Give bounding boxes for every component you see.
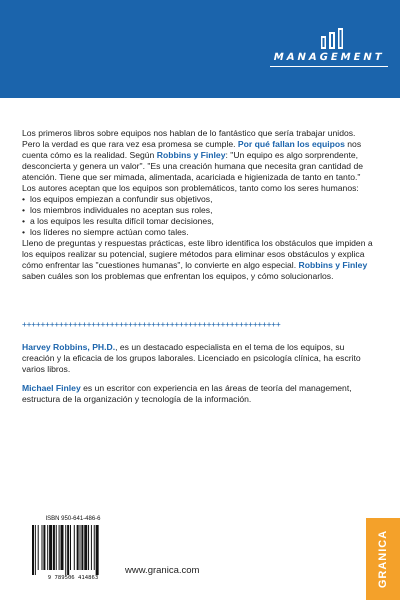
back-cover-blurb bbox=[22, 128, 374, 282]
author-names: Robbins y Finley bbox=[156, 150, 226, 160]
barcode-bar bbox=[43, 525, 45, 570]
barcode-graphic bbox=[28, 525, 118, 575]
blurb-paragraph-2: Los autores aceptan que los equipos son problemáticos, tanto como los seres humanos: bbox=[22, 183, 359, 193]
author-bio: Harvey Robbins, PH.D., es un destacado especialista en el tema de los equipos, su creación y la eficacia de los grupos laborales. Licenciado en psicología clínica, ha escrito varios libros. bbox=[22, 342, 361, 374]
barcode-bar bbox=[91, 525, 92, 570]
barcode-bar bbox=[61, 525, 64, 570]
barcode-digits: 9 789506 414863 bbox=[47, 575, 99, 581]
author-names: Robbins y Finley bbox=[298, 260, 368, 270]
barcode-bar bbox=[32, 525, 34, 575]
management-series-logo bbox=[270, 28, 388, 72]
plus-divider: ++++++++++++++++++++++++++++++++++++++++++++++++++++++++ bbox=[22, 320, 281, 329]
barcode-bar bbox=[70, 525, 71, 570]
top-blue-band bbox=[0, 0, 400, 98]
barcode-bar bbox=[56, 525, 57, 570]
list-item: • los líderes no siempre actúan como tales. bbox=[22, 227, 374, 238]
list-item: • los miembros individuales no aceptan sus roles, bbox=[22, 205, 374, 216]
barcode-bar bbox=[59, 525, 60, 570]
barcode-bar bbox=[65, 525, 66, 575]
barcode-bar bbox=[77, 525, 79, 570]
list-item: • los equipos empiezan a confundir sus objetivos, bbox=[22, 194, 374, 205]
barcode-bar bbox=[80, 525, 81, 570]
barcode-bar bbox=[47, 525, 48, 570]
author-name: Michael Finley bbox=[22, 383, 81, 393]
publisher-tab bbox=[366, 518, 400, 600]
barcode-bar bbox=[74, 525, 75, 570]
barcode-bar bbox=[81, 525, 83, 570]
problem-list bbox=[22, 194, 374, 238]
author-name: Harvey Robbins, PH.D. bbox=[22, 342, 116, 352]
barcode-bar bbox=[94, 525, 95, 570]
barcode-bar bbox=[53, 525, 55, 570]
building-columns-icon bbox=[320, 28, 344, 50]
publisher-name: GRANICA bbox=[377, 529, 389, 589]
barcode-bar bbox=[42, 525, 43, 570]
blurb-paragraph-1: Los primeros libros sobre equipos nos hablan de lo fantástico que sería trabajar unidos. Pero la verdad es que rara vez esa promesa se cumple. Por qué fallan los equipos nos cuenta cómo es la realidad. Según Robbins y Finley: "Un equipo es algo sorprendente, desconcierta y genera un valor". "Es una creación humana que necesita gran cantidad de atención. Tiene que ser mimada, alimentada, acariciada e higienizada de tanto en tanto." bbox=[22, 128, 363, 182]
barcode-bar bbox=[84, 525, 87, 570]
author-bio: Michael Finley es un escritor con experiencia en las áreas de teoría del management, estructura de la organización y tecnología de la información. bbox=[22, 383, 352, 404]
logo-underline bbox=[270, 66, 388, 67]
blurb-paragraph-3: Lleno de preguntas y respuestas prácticas, este libro identifica los obstáculos que impiden a los equipos realizar su potencial, sugiere métodos para eliminar esos obstáculos y explica cómo enfrentar las "cuestiones humanas", lo convierte en algo especial. Robbins y Finley saben cuáles son los problemas que enfrentan los equipos, y cómo solucionarlos. bbox=[22, 238, 373, 281]
barcode-bar bbox=[49, 525, 52, 570]
barcode-bar bbox=[96, 525, 99, 575]
isbn-barcode-block bbox=[28, 516, 118, 586]
author-bios bbox=[22, 342, 374, 413]
barcode-bar bbox=[38, 525, 39, 570]
list-item: • a los equipos les resulta difícil tomar decisiones, bbox=[22, 216, 374, 227]
publisher-website: www.granica.com bbox=[125, 565, 200, 576]
barcode-bar bbox=[88, 525, 89, 570]
barcode-bar bbox=[35, 525, 36, 575]
book-title: Por qué fallan los equipos bbox=[237, 139, 345, 149]
barcode-bar bbox=[67, 525, 69, 575]
isbn-label: ISBN 950-641-486-6 bbox=[45, 516, 101, 522]
series-label: MANAGEMENT bbox=[272, 52, 386, 63]
